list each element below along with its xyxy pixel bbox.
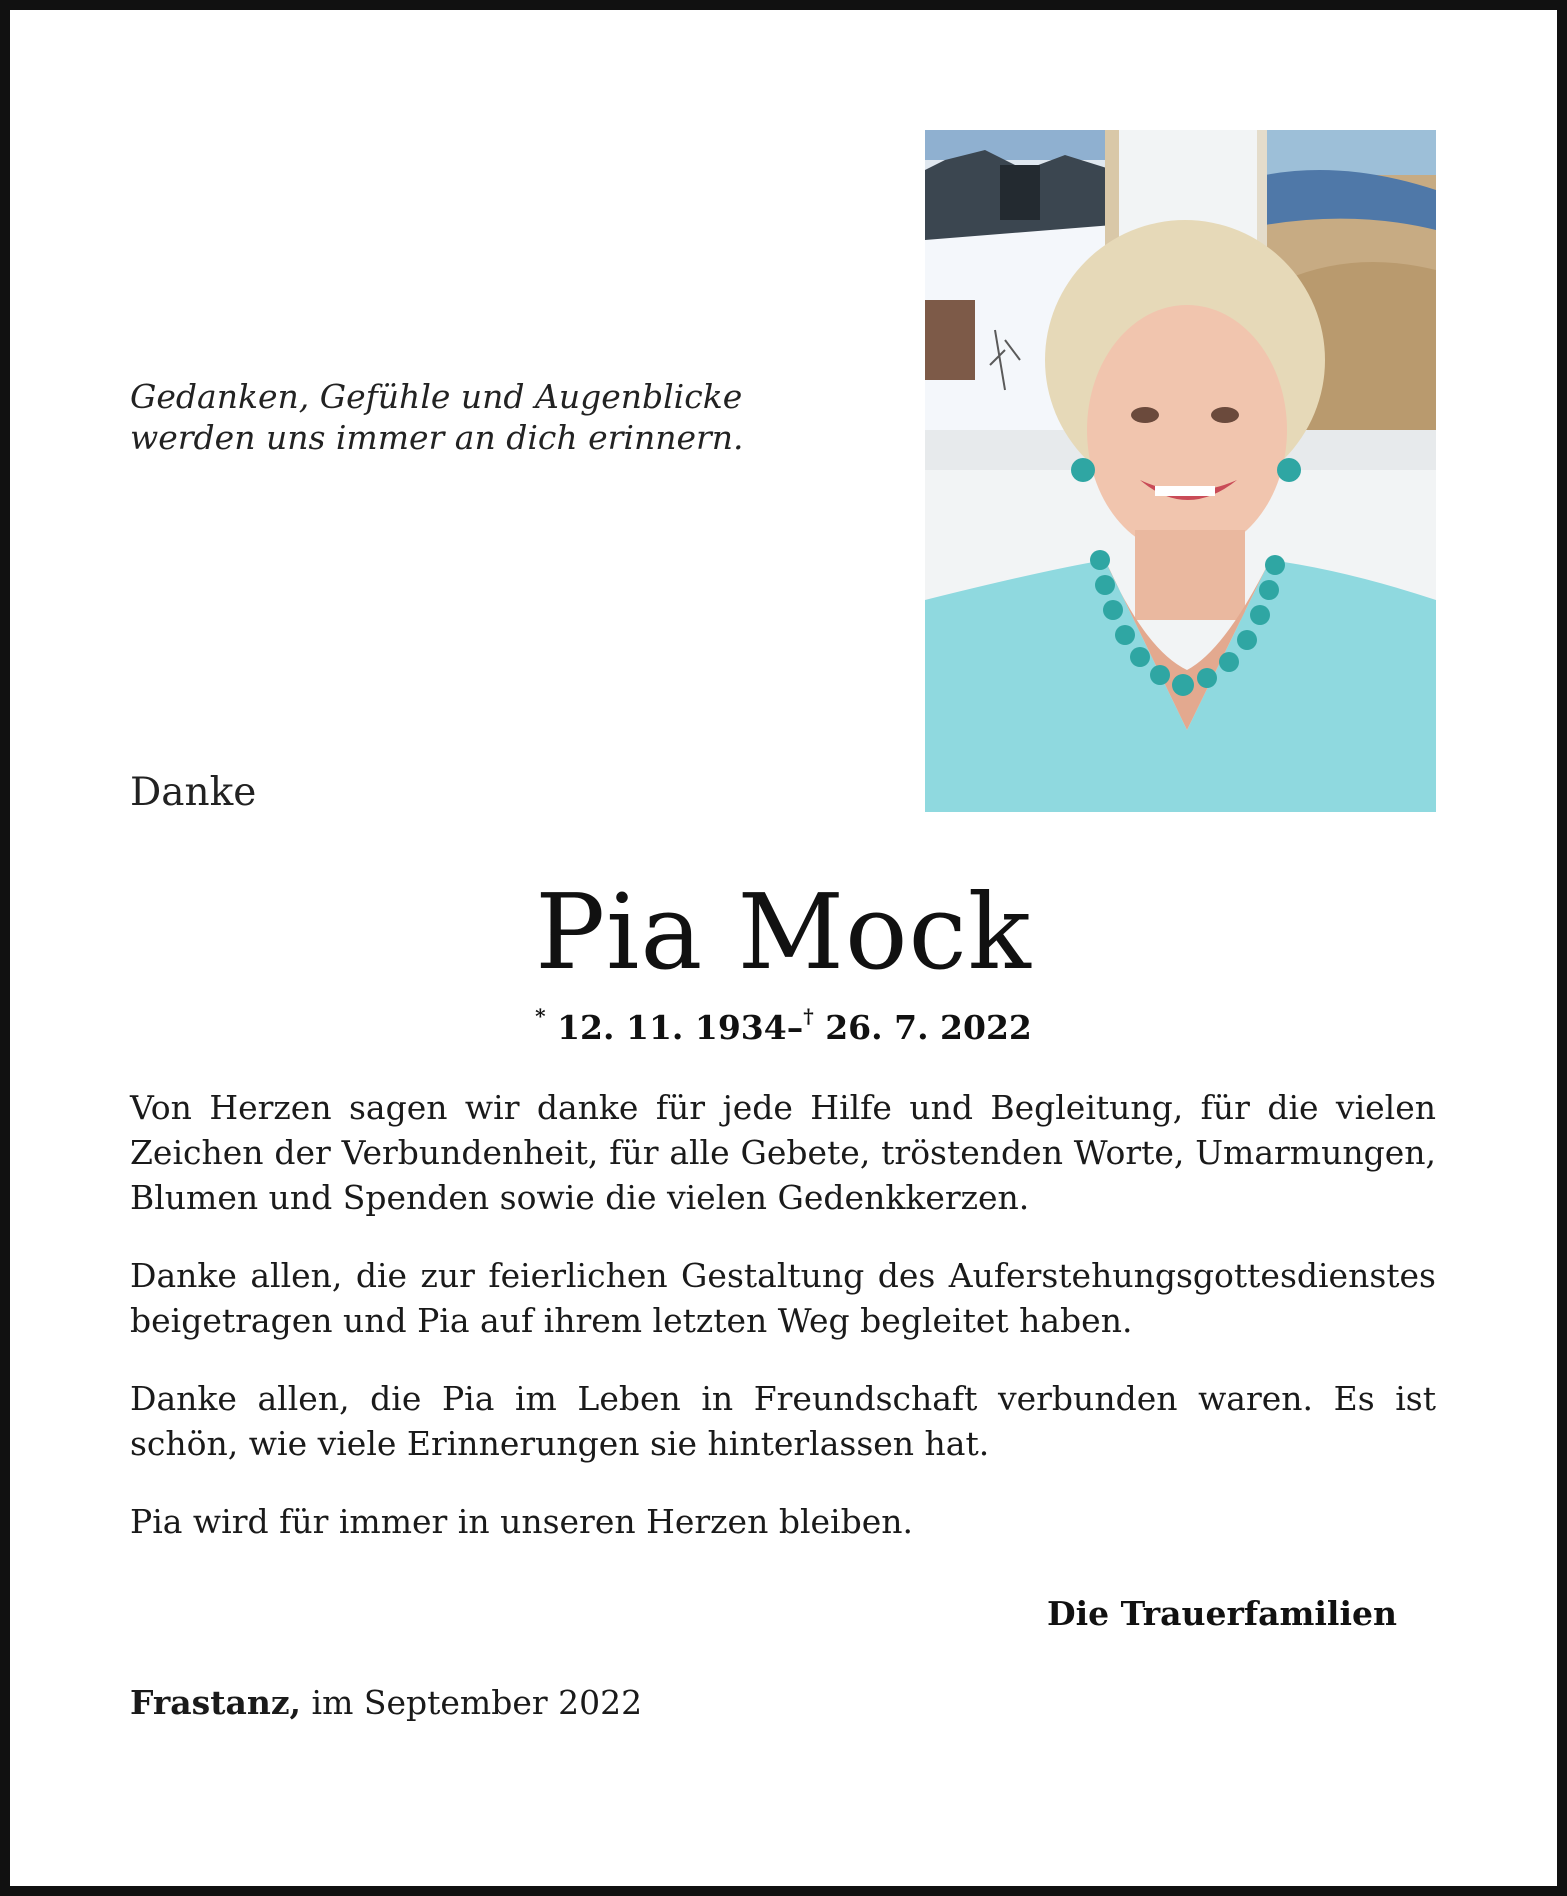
place-and-date <box>130 1683 642 1722</box>
birth-symbol: * <box>535 1004 546 1028</box>
paragraph: Danke allen, die Pia im Leben in Freundschaft verbunden waren. Es ist schön, wie viele Erinnerungen sie hinterlassen hat. <box>130 1379 1436 1463</box>
signature: Die Trauerfamilien <box>1046 1594 1397 1633</box>
paragraph: Danke allen, die zur feierlichen Gestaltung des Auferstehungsgottesdienstes beigetragen und Pia auf ihrem letzten Weg begleitet haben. <box>130 1256 1436 1340</box>
quote-line-2: werden uns immer an dich erinnern. <box>130 418 744 457</box>
death-symbol: † <box>803 1004 814 1028</box>
memorial-quote <box>130 376 750 458</box>
birth-date: 12. 11. 1934 <box>557 1008 787 1047</box>
deceased-name: Pia Mock <box>535 871 1032 993</box>
paragraph: Von Herzen sagen wir danke für jede Hilfe und Begleitung, für die vielen Zeichen der Verbundenheit, für alle Gebete, tröstenden Worte, Umarmungen, Blumen und Spenden sowie die vielen Gedenkkerzen. <box>130 1088 1436 1217</box>
quote-line-1: Gedanken, Gefühle und Augenblicke <box>130 377 743 416</box>
town: Frastanz, <box>130 1683 302 1722</box>
date-separator: – <box>786 1008 804 1047</box>
portrait-photo <box>925 130 1436 812</box>
life-dates <box>0 1004 1567 1047</box>
thank-you-text <box>130 1085 1436 1577</box>
thanks-heading: Danke <box>130 770 257 815</box>
month-year: im September 2022 <box>311 1683 643 1722</box>
death-date: 26. 7. 2022 <box>825 1008 1032 1047</box>
paragraph: Pia wird für immer in unseren Herzen bleiben. <box>130 1502 913 1541</box>
